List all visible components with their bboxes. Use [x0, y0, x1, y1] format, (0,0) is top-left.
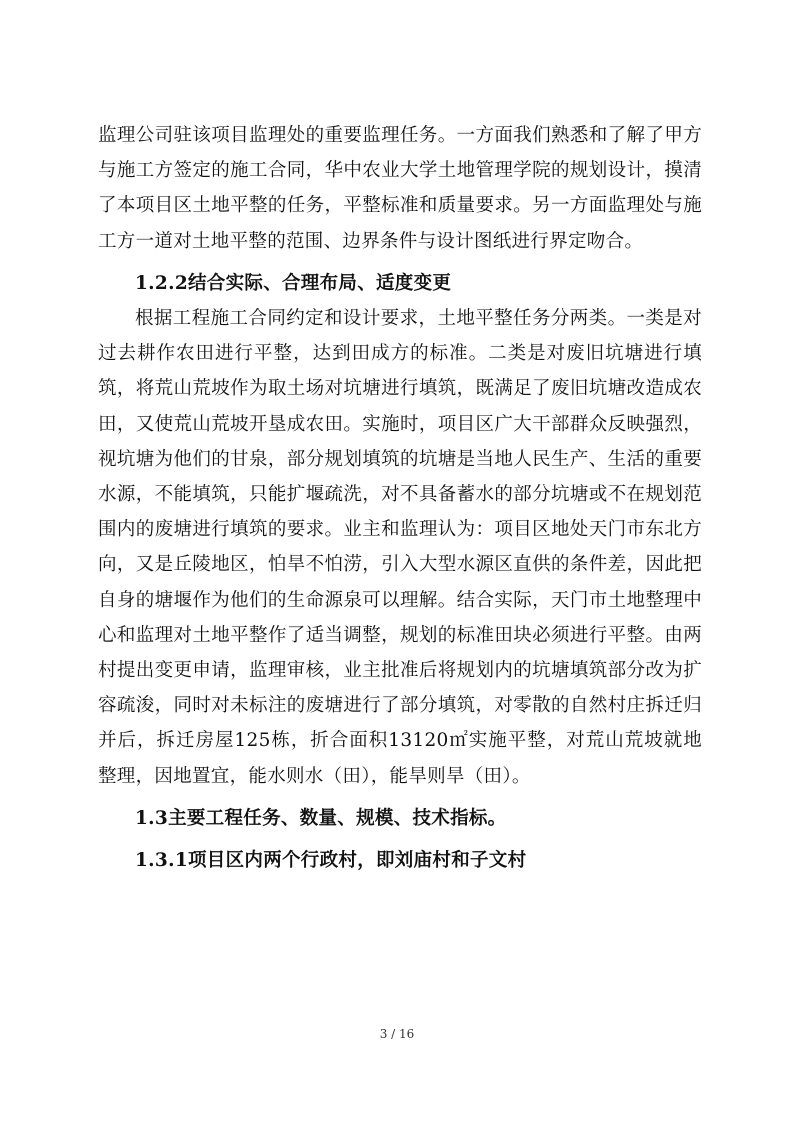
paragraph-land-leveling-adjustment: 根据工程施工合同约定和设计要求，土地平整任务分两类。一类是对过去耕作农田进行平整，达到田成方的标准。二类是对废旧坑塘进行填筑，将荒山荒坡作为取土场对坑塘进行填筑，既满足了废旧坑塘改造成农田，又使荒山荒坡开垦成农田。实施时，项目区广大干部群众反映强烈，视坑塘为他们的甘泉，部分规划填筑的坑塘是当地人民生产、生活的重要水源，不能填筑，只能扩堰疏洗，对不具备蓄水的部分坑塘或不在规划范围内的废塘进行填筑的要求。业主和监理认为：项目区地处天门市东北方向，又是丘陵地区，怕旱不怕涝，引入大型水源区直供的条件差，因此把自身的塘堰作为他们的生命源泉可以理解。结合实际，天门市土地整理中心和监理对土地平整作了适当调整，规划的标准田块必须进行平整。由两村提出变更申请，监理审核，业主批准后将规划内的坑塘填筑部分改为扩容疏浚，同时对未标注的废塘进行了部分填筑，对零散的自然村庄拆迁归并后，拆迁房屋125栋，折合面积13120㎡实施平整，对荒山荒坡就地整理，因地置宜，能水则水（田），能旱则旱（田）。: [98, 308, 702, 787]
page-number: 3 / 16: [379, 1027, 415, 1041]
paragraph-supervision-tasks: 监理公司驻该项目监理处的重要监理任务。一方面我们熟悉和了解了甲方与施工方签定的施工合同，华中农业大学土地管理学院的规划设计，摸清了本项目区土地平整的任务，平整标准和质量要求。另一方面监理处与施工方一道对土地平整的范围、边界条件与设计图纸进行界定吻合。: [98, 125, 702, 252]
document-body: [98, 118, 702, 878]
section-heading-1-3-1: 1.3.1项目区内两个行政村，即刘庙村和子文村: [135, 850, 527, 872]
section-heading-1-2-2: 1.2.2结合实际、合理布局、适度变更: [135, 272, 452, 294]
section-heading-1-3: 1.3主要工程任务、数量、规模、技术指标。: [135, 807, 507, 829]
